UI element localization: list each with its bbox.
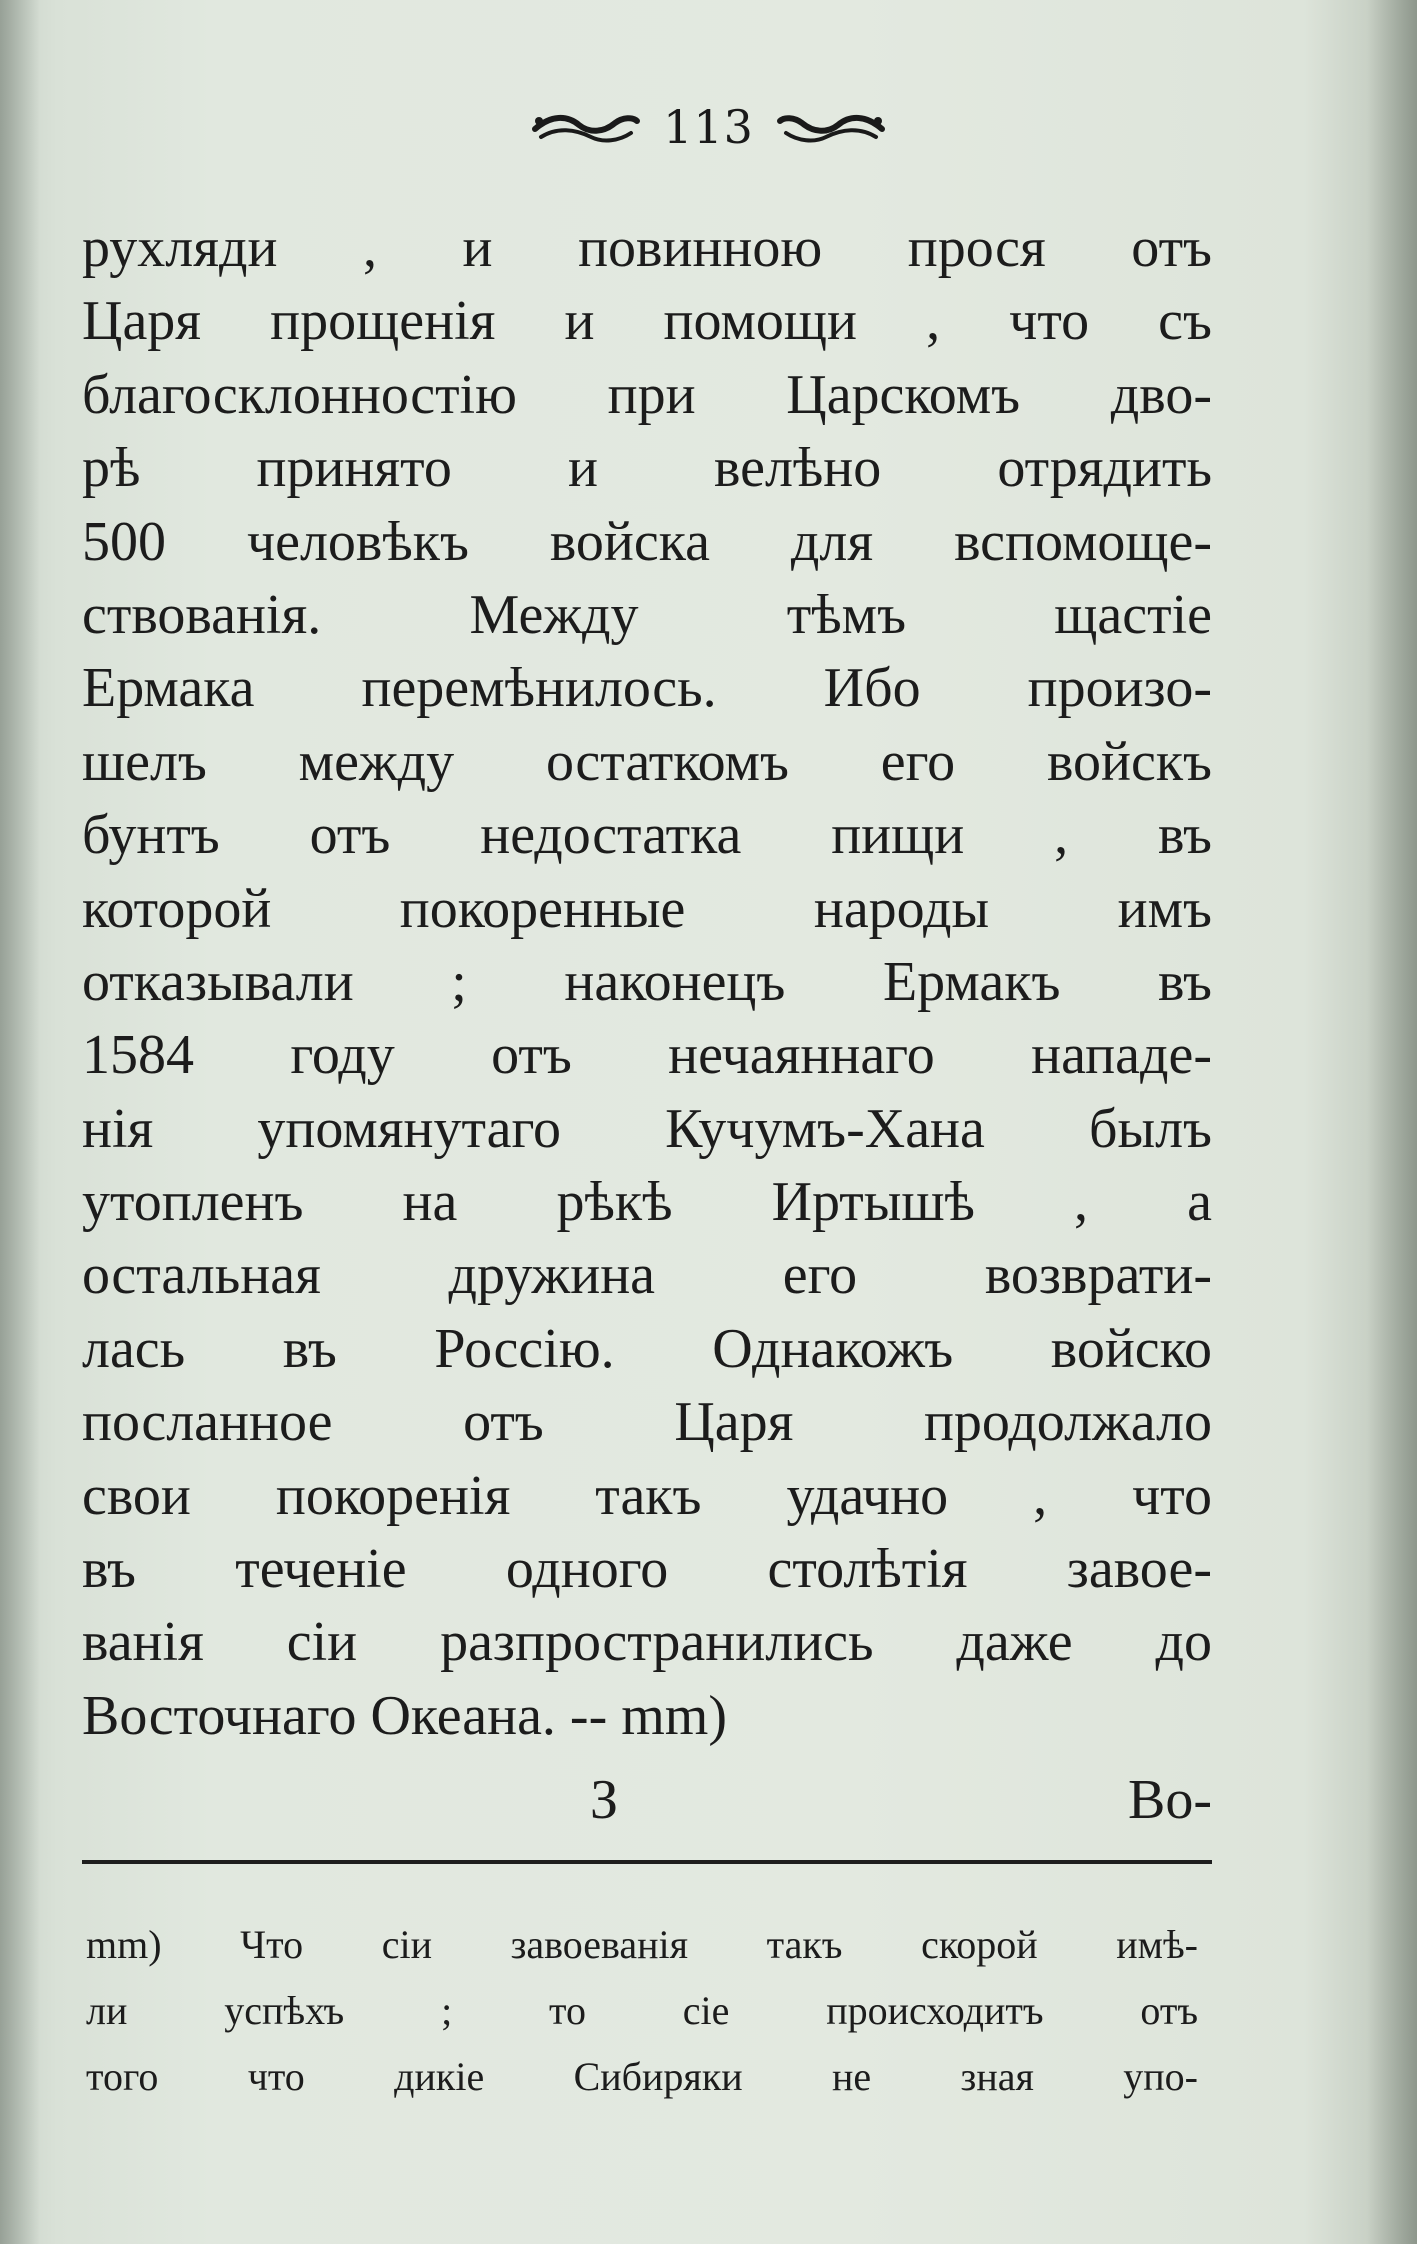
text-line: лась въ Россію. Однакожъ войско	[82, 1317, 1212, 1380]
text-line: отказывали ; наконецъ Ермакъ въ	[82, 950, 1212, 1013]
signature-mark: З	[590, 1769, 619, 1831]
page-edge-shadow	[1367, 0, 1417, 2244]
text-line: рѣ принято и велѣно отрядить	[82, 437, 1212, 500]
main-text	[82, 212, 1212, 1753]
footnote-rule	[82, 1860, 1212, 1864]
footnote-line: ли успѣхъ ; то сіе происходитъ отъ	[86, 1988, 1198, 2033]
footnote	[86, 1912, 1198, 2110]
text-line: Ермака перемѣнилось. Ибо произо-	[82, 657, 1212, 720]
footnote-line: mm) Что сіи завоеванія такъ скорой имѣ-	[86, 1922, 1198, 1967]
text-line: рухляди , и повинною прося отъ	[82, 217, 1212, 279]
text-line: 500 человѣкъ войска для вспомоще-	[82, 510, 1212, 573]
page-number: 113	[663, 100, 754, 154]
gutter-shadow	[0, 0, 40, 2244]
text-line: остальная дружина его возврати-	[82, 1244, 1212, 1307]
right-ornament-icon	[776, 107, 886, 147]
text-line: ствованія. Между тѣмъ щастіе	[82, 583, 1212, 646]
left-ornament-icon	[531, 107, 641, 147]
text-line: утопленъ на рѣкѣ Иртышѣ , а	[82, 1171, 1212, 1234]
text-line: бунтъ отъ недостатка пищи , въ	[82, 804, 1212, 867]
text-line: благосклонностію при Царскомъ дво-	[82, 363, 1212, 426]
text-line: свои покоренія такъ удачно , что	[82, 1464, 1212, 1527]
text-line: ванія сіи разпространились даже до	[82, 1611, 1212, 1674]
text-line: нія упомянутаго Кучумъ-Хана былъ	[82, 1097, 1212, 1160]
signature-line	[82, 1768, 1212, 1848]
text-line: 1584 году отъ нечаяннаго нападе-	[82, 1024, 1212, 1087]
catchword: Во-	[1128, 1769, 1212, 1831]
text-line: которой покоренные народы имъ	[82, 877, 1212, 940]
footnote-line: того что дикіе Сибиряки не зная упо-	[86, 2054, 1198, 2099]
text-line: Царя прощенія и помощи , что съ	[82, 290, 1212, 353]
text-line: посланное отъ Царя продолжало	[82, 1391, 1212, 1454]
page-header	[0, 92, 1417, 162]
text-line: шелъ между остаткомъ его войскъ	[82, 730, 1212, 793]
text-line: Восточнаго Океана. -- mm)	[82, 1684, 727, 1747]
text-line: въ теченіе одного столѣтія завое-	[82, 1538, 1212, 1601]
